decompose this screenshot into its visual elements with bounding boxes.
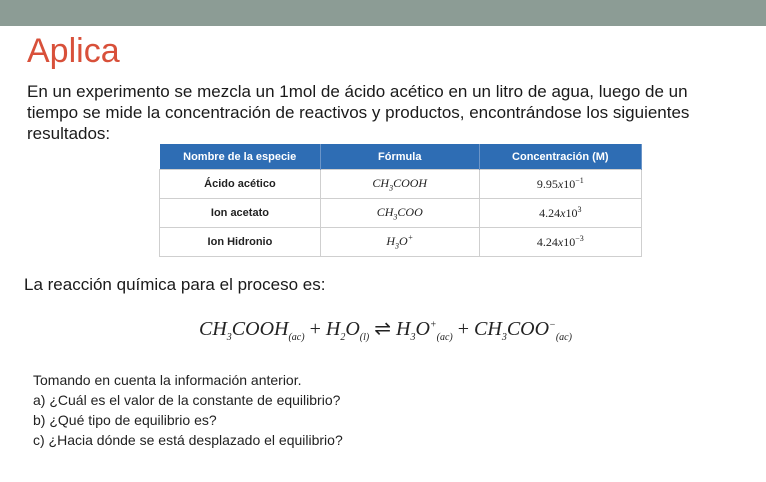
header-concentration: Concentración (M) [479, 144, 641, 170]
species-formula: $CH_3COO$ [320, 199, 479, 228]
intro-paragraph: En un experimento se mezcla un 1mol de ácido acético en un litro de agua, luego de un tiempo se mide la concentración de reactivos y productos, encontrándose los siguientes resultados: [27, 82, 690, 143]
questions-list [33, 370, 343, 450]
species-formula: $CH_3COOH$ [320, 170, 479, 199]
slide-title: Aplica [27, 32, 120, 70]
table-row [160, 228, 642, 257]
species-concentration: $4.24x10^{-3}$ [479, 228, 641, 257]
concentration-table [159, 144, 642, 257]
questions-intro: Tomando en cuenta la información anterior. [33, 372, 302, 388]
reaction-label: La reacción química para el proceso es: [24, 275, 326, 294]
species-name: Ion Hidronio [160, 228, 321, 257]
species-name: Ion acetato [160, 199, 321, 228]
table-row [160, 170, 642, 199]
species-concentration: $4.24x10^3$ [479, 199, 641, 228]
species-formula: $H_3O^+$ [320, 228, 479, 257]
question-a: a) ¿Cuál es el valor de la constante de equilibrio? [33, 392, 341, 408]
species-name: Ácido acético [160, 170, 321, 199]
species-concentration: $9.95x10^{-1}$ [479, 170, 641, 199]
top-bar [0, 0, 766, 26]
question-c: c) ¿Hacia dónde se está desplazado el equilibrio? [33, 432, 343, 448]
header-formula: Fórmula [320, 144, 479, 170]
question-b: b) ¿Qué tipo de equilibrio es? [33, 412, 217, 428]
chemical-equation: $CH_3COOH_{(ac)} + H_2O_{(l)}$ ⇌ $H_3O^+_{(ac)} + CH_3COO^-_{(ac)}$ [199, 318, 572, 343]
table-row [160, 199, 642, 228]
header-species: Nombre de la especie [160, 144, 321, 170]
table-header-row [160, 144, 642, 170]
